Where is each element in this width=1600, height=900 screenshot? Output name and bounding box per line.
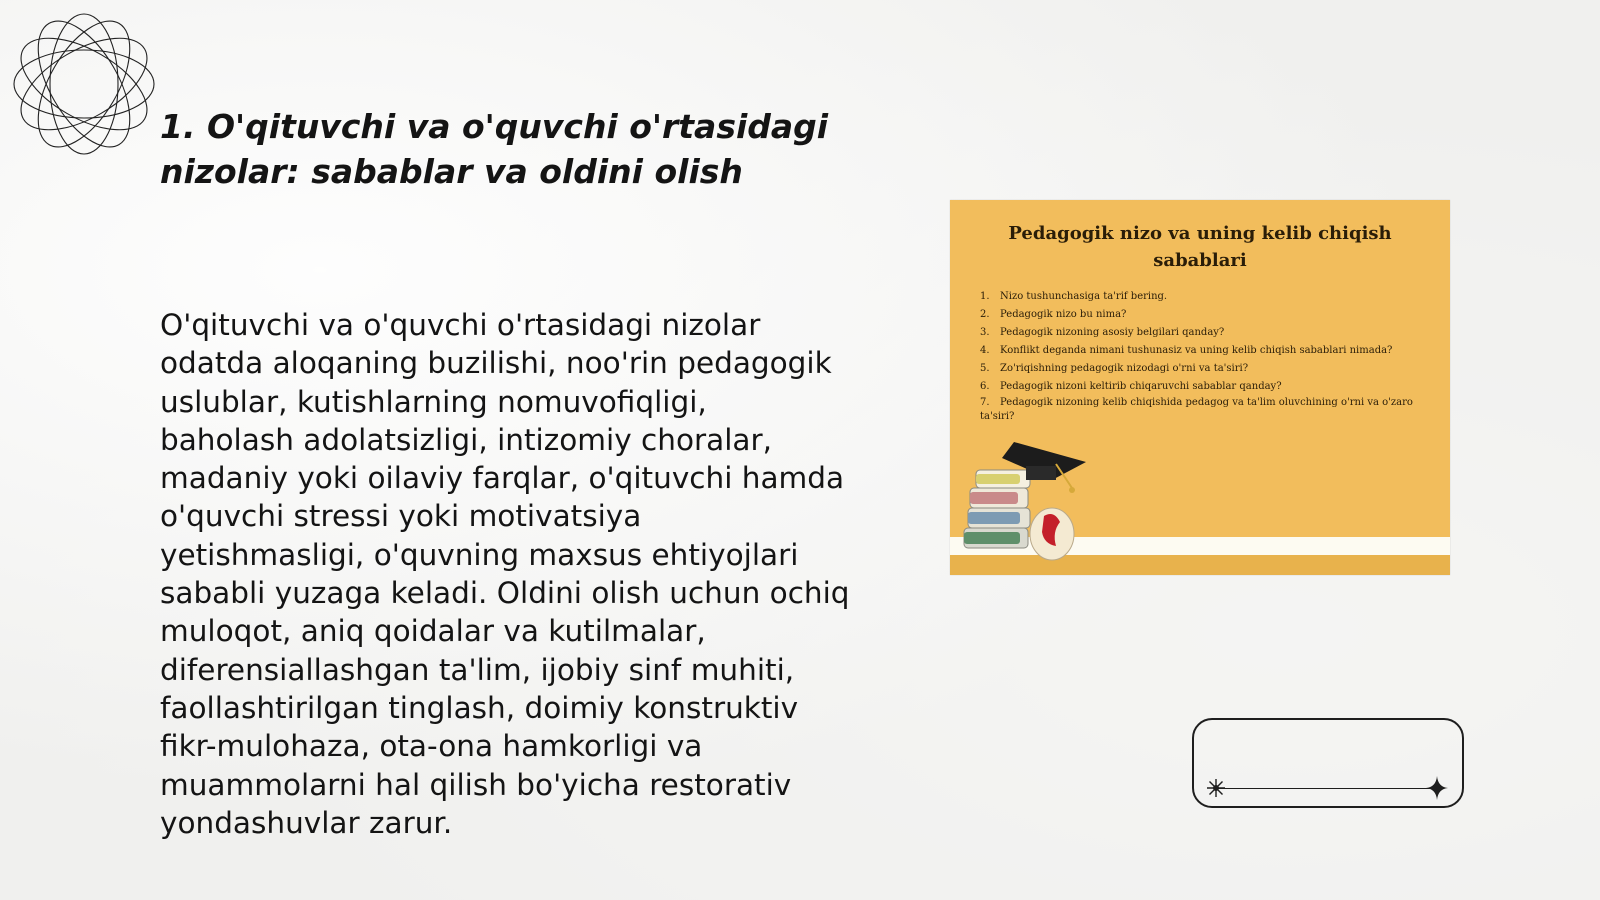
embedded-slide-image	[950, 200, 1450, 575]
list-item: 2. Pedagogik nizo bu nima?	[980, 309, 1127, 320]
books-graduation-cap-icon	[960, 432, 1100, 562]
four-point-star-icon	[1426, 776, 1448, 800]
sparkle-star-icon	[1206, 778, 1226, 798]
list-item: 1. Nizo tushunchasiga ta'rif bering.	[980, 291, 1168, 302]
interlaced-circles-icon	[8, 8, 160, 160]
slide-title: 1. O'qituvchi va o'quvchi o'rtasidagi nizolar: sabablar va oldini olish	[160, 107, 829, 191]
list-item: 3. Pedagogik nizoning asosiy belgilari qanday?	[980, 327, 1225, 338]
list-item: 5. Zo'riqishning pedagogik nizodagi o'rni va ta'siri?	[980, 363, 1249, 374]
embedded-slide-title: Pedagogik nizo va uning kelib chiqish sabablari	[1008, 223, 1392, 271]
list-item: 7. Pedagogik nizoning kelib chiqishida pedagog va ta'lim oluvchining o'rni va o'zaro ta'siri?	[980, 397, 1413, 422]
list-item: 4. Konflikt deganda nimani tushunasiz va uning kelib chiqish sabablari nimada?	[980, 345, 1393, 356]
decorative-frame	[1192, 718, 1464, 808]
divider	[1216, 788, 1440, 789]
slide-body-text: O'qituvchi va o'quvchi o'rtasidagi nizolar odatda aloqaning buzilishi, noo'rin pedagogik uslublar, kutishlarning nomuvofiqligi, baholash adolatsizligi, intizomiy choralar, madaniy yoki oilaviy farqlar, o'qituvchi hamda o'quvchi stressi yoki motivatsiya yetishmasligi, o'quvning maxsus ehtiyojlari sababli yuzaga keladi. Oldini olish uchun ochiq muloqot, aniq qoidalar va kutilmalar, diferensiallashgan ta'lim, ijobiy sinf muhiti, faollashtirilgan tinglash, doimiy konstruktiv fikr-mulohaza, ota-ona hamkorligi va muammolarni hal qilish bo'yicha restorativ yondashuvlar zarur.	[160, 308, 850, 840]
embedded-question-list	[980, 288, 1428, 424]
list-item: 6. Pedagogik nizoni keltirib chiqaruvchi sabablar qanday?	[980, 381, 1282, 392]
